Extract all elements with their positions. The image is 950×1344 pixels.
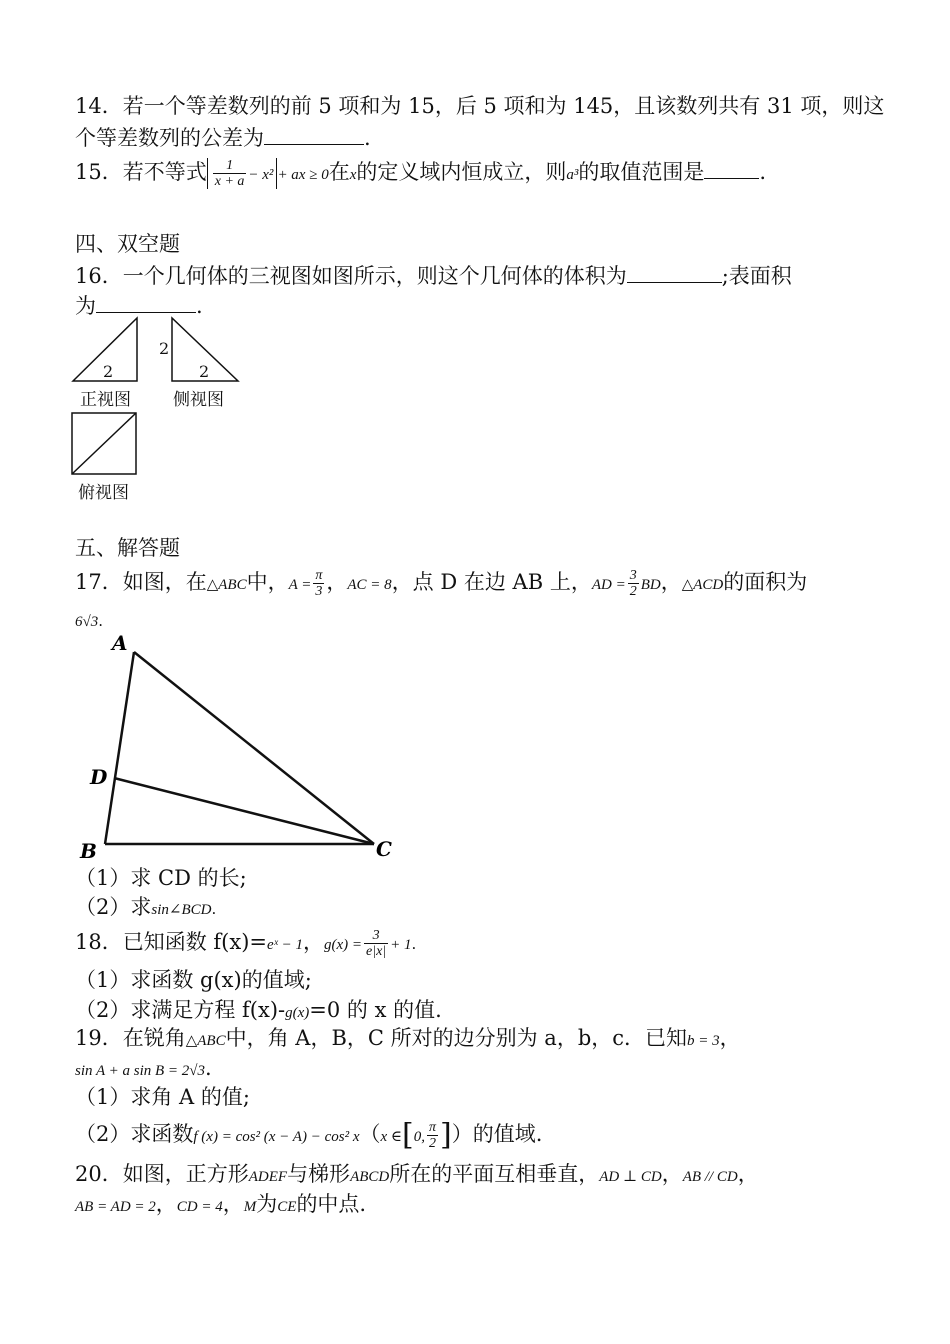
q17-pi: π	[315, 568, 323, 583]
section5-title: 五、解答题	[75, 536, 180, 560]
three-views-figure	[0, 0, 950, 520]
q20-line2	[75, 1190, 366, 1221]
q19-paren-close: ）	[451, 1122, 473, 1146]
q20-c2: AB // CD	[682, 1169, 738, 1185]
q19-paren-open: （	[359, 1122, 381, 1146]
q18-sub2-tail: =0 的 x 的值.	[309, 998, 442, 1022]
q19-sub2: （2）求函数f (x) = cos² (x − A) − cos² x（x ∈[0, $\frac{\pi}{2}$ ]）的值域.	[75, 1117, 543, 1153]
q17-area: 6√3	[75, 614, 99, 630]
front-view-label: 正视图	[80, 390, 131, 410]
q18-g-num: 3	[364, 928, 388, 944]
q15-prefix: 15．若不等式	[75, 160, 207, 184]
q17-mid2: ，点 D 在边 AB 上，	[391, 570, 592, 594]
vertex-c: C	[376, 837, 392, 861]
q19-prefix: 19．在锐角	[75, 1026, 186, 1050]
q15-a3: a³	[566, 167, 579, 183]
q16-line2-end: .	[196, 294, 203, 318]
q20-mid1: 与梯形	[287, 1162, 351, 1186]
vertex-b: B	[80, 839, 97, 863]
segment-cd	[114, 778, 374, 844]
q17-sub2-prefix: （2）求	[75, 895, 152, 919]
q17-frac-num: 3	[629, 568, 637, 583]
side-ab	[105, 652, 134, 844]
q18-sub1: （1）求函数 g(x)的值域;	[75, 968, 312, 992]
q20-line1	[75, 1160, 759, 1191]
q19-dom-two: 2	[428, 1136, 436, 1151]
q15-minus-x2: − x²	[248, 167, 274, 183]
q18-g-rest: + 1	[390, 937, 412, 953]
side-height-dim: 2	[159, 339, 170, 358]
q19-sub2-tail: 的值域.	[472, 1122, 543, 1146]
q17-cond-ac: AC = 8	[347, 577, 392, 593]
q15-rest: + ax ≥ 0	[277, 167, 329, 183]
q17-frac-den: 2	[629, 584, 637, 599]
q18-end: .	[411, 935, 417, 953]
section4-title: 四、双空题	[75, 232, 180, 256]
q17-sub2-end: .	[211, 900, 217, 918]
q17-line1	[75, 568, 807, 599]
vertex-a: A	[112, 631, 128, 655]
q15-suffix: 的取值范围是	[578, 160, 705, 184]
q17-cond-ad: AD =	[591, 577, 626, 593]
q14-line1: 14．若一个等差数列的前 5 项和为 15，后 5 项和为 145，且该数列共有 31 项，则这	[75, 94, 885, 118]
q17-suffix: 的面积为	[723, 570, 808, 594]
q20-comma3: ，	[155, 1192, 177, 1216]
q18-sub2-gx: g(x)	[285, 1005, 310, 1021]
q19-sub2-prefix: （2）求函数	[75, 1122, 194, 1146]
q17-prefix: 17．如图，在	[75, 570, 207, 594]
q17-bd: BD	[640, 577, 661, 593]
q15-frac-den: x + a	[214, 174, 245, 189]
q17-comma1: ，	[326, 570, 348, 594]
q17-area-end: .	[98, 612, 104, 630]
side-ac	[134, 652, 374, 844]
q20-comma4: ，	[222, 1192, 244, 1216]
q18-g-den: e|x|	[366, 944, 387, 959]
q20-prefix: 20．如图，正方形	[75, 1162, 249, 1186]
q19-sub1: （1）求角 A 的值;	[75, 1085, 250, 1109]
q20-comma2: ，	[737, 1162, 759, 1186]
q19-func: f (x) = cos² (x − A) − cos² x	[193, 1129, 360, 1145]
q19-b3: b = 3	[687, 1033, 720, 1049]
side-base-dim: 2	[199, 362, 210, 381]
q18-comma: ，	[303, 930, 325, 954]
q19-mid: 中，角 A，B，C 所对的边分别为 a，b，c．已知	[225, 1026, 688, 1050]
q19-end1: ，	[719, 1026, 741, 1050]
q15-end: .	[759, 160, 767, 184]
q20-adef: ADEF	[248, 1169, 288, 1185]
q18-prefix: 18．已知函数 f(x)=	[75, 930, 267, 954]
q20-c3: AB = AD = 2	[75, 1199, 156, 1215]
q20-mid2: 所在的平面互相垂直，	[389, 1162, 600, 1186]
q19-dom-pi: π	[428, 1120, 436, 1135]
q17-tri-acd: △ACD	[681, 577, 724, 593]
q17-cond-a: A =	[288, 577, 312, 593]
q17-comma2: ，	[660, 570, 682, 594]
q16-line1-text: 16．一个几何体的三视图如图所示，则这个几何体的体积为	[75, 264, 627, 288]
q20-c1: AD ⊥ CD	[599, 1169, 662, 1185]
q20-abcd: ABCD	[350, 1169, 390, 1185]
top-view-diagonal	[72, 413, 136, 474]
q17-three: 3	[315, 584, 323, 599]
q19-line1	[75, 1024, 741, 1055]
q15-frac-num: 1	[213, 158, 247, 174]
vertex-d: D	[90, 765, 108, 789]
q14-end: .	[364, 126, 371, 150]
q20-m: M	[243, 1199, 257, 1215]
q19-domain-pre: x ∈	[380, 1129, 403, 1145]
q20-ce: CE	[277, 1199, 297, 1215]
q19-dom-zero: 0,	[413, 1129, 425, 1145]
q18-line	[75, 928, 416, 959]
q16-line1-tail: ;表面积	[721, 264, 792, 288]
q18-sub2	[75, 996, 442, 1027]
q16-line2-text: 为	[75, 294, 96, 318]
q19-cond: sin A + a sin B = 2√3	[75, 1063, 206, 1079]
front-base-dim: 2	[103, 362, 114, 381]
q15-var-x: x	[349, 167, 357, 183]
q14-line2-text: 个等差数列的公差为	[75, 126, 264, 150]
q17-sin-bcd: sin∠BCD	[151, 902, 212, 918]
q18-sub2-prefix: （2）求满足方程 f(x)-	[75, 998, 286, 1022]
triangle-abc-figure	[0, 620, 950, 870]
side-view-label: 侧视图	[173, 390, 224, 410]
q20-c4: CD = 4	[176, 1199, 223, 1215]
q17-mid1: 中，	[246, 570, 289, 594]
q20-mid3: 为	[256, 1192, 278, 1216]
q18-ex: eˣ − 1	[267, 937, 304, 953]
q15-mid1: 在	[328, 160, 350, 184]
q20-suffix: 的中点.	[296, 1192, 367, 1216]
top-view-label: 俯视图	[78, 483, 129, 503]
q19-tri: △ABC	[185, 1033, 226, 1049]
q19-line2	[75, 1054, 212, 1085]
q19-end2: .	[205, 1056, 212, 1080]
q17-sub1: （1）求 CD 的长;	[75, 866, 247, 890]
q17-sub2	[75, 893, 216, 924]
q20-comma: ，	[661, 1162, 683, 1186]
q18-gx: g(x) =	[324, 937, 363, 953]
q15-mid2: 的定义域内恒成立，则	[356, 160, 567, 184]
q17-tri-abc: △ABC	[206, 577, 247, 593]
